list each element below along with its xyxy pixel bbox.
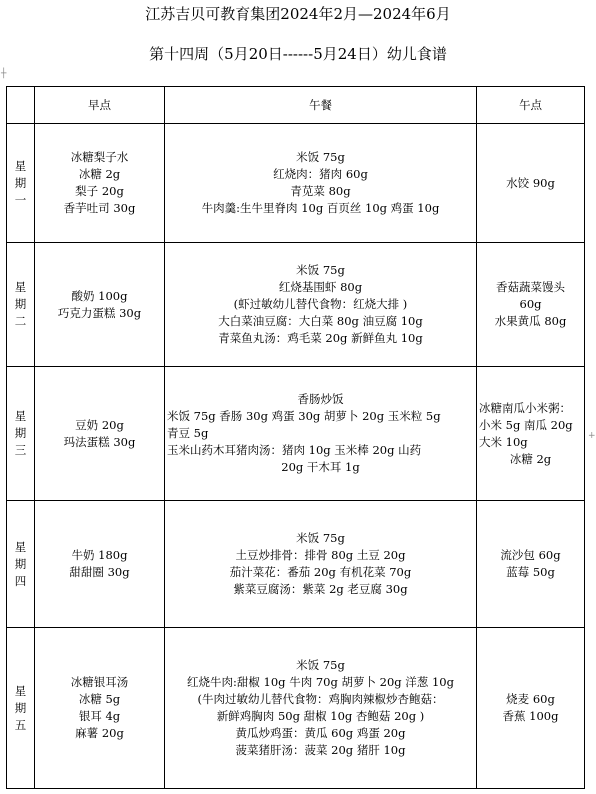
- breakfast-line: 冰糖 2g: [78, 167, 121, 181]
- lunch-cell: [165, 124, 477, 243]
- lunch-line: 土豆炒排骨：排骨 80g 土豆 20g: [235, 548, 406, 562]
- lunch-line: 青豆 5g: [167, 426, 209, 440]
- lunch-cell: [165, 367, 477, 501]
- day-label: 星期四: [14, 539, 27, 588]
- snack-line: 蓝莓 50g: [506, 565, 555, 579]
- breakfast-line: 梨子 20g: [75, 184, 124, 198]
- breakfast-line: 牛奶 180g: [71, 548, 128, 562]
- lunch-line: 米饭 75g 香肠 30g 鸡蛋 30g 胡萝卜 20g 玉米粒 5g: [167, 409, 441, 423]
- snack-cell: [477, 501, 585, 628]
- snack-line: 香蕉 100g: [502, 709, 559, 723]
- row-resize-handle-icon[interactable]: +: [588, 431, 596, 441]
- breakfast-cell: [35, 628, 165, 789]
- breakfast-line: 冰糖 5g: [78, 692, 121, 706]
- title-line-1: 江苏吉贝可教育集团2024年2月—2024年6月: [145, 5, 451, 23]
- breakfast-line: 冰糖梨子水: [70, 150, 129, 164]
- snack-line: 冰糖南瓜小米粥：小米 5g 南瓜 20g 大米 10g: [479, 400, 573, 449]
- day-label: 星期三: [14, 409, 27, 457]
- header-breakfast: 早点: [35, 87, 165, 124]
- breakfast-line: 巧克力蛋糕 30g: [57, 305, 142, 320]
- lunch-cell: [165, 243, 477, 367]
- snack-line: 水果黄瓜 80g: [494, 314, 567, 328]
- breakfast-cell: [35, 124, 165, 243]
- lunch-line: 茄汁菜花：番茄 20g 有机花菜 70g: [229, 565, 412, 579]
- snack-line: 冰糖 2g: [509, 451, 552, 466]
- menu-table: [6, 86, 585, 789]
- breakfast-line: 甜甜圈 30g: [69, 565, 130, 579]
- lunch-line: 青苋菜 80g: [290, 184, 351, 198]
- day-label: 星期五: [14, 683, 27, 732]
- day-cell: [7, 243, 35, 367]
- lunch-line: (牛肉过敏幼儿替代食物：鸡胸肉辣椒炒杏鲍菇：: [197, 692, 444, 706]
- lunch-cell: [165, 501, 477, 628]
- lunch-line: 米饭 75g: [296, 150, 345, 164]
- table-row: [7, 628, 585, 789]
- lunch-line: 新鲜鸡胸肉 50g 甜椒 10g 杏鲍菇 20g ): [216, 709, 425, 723]
- snack-cell: [477, 367, 585, 501]
- day-cell: [7, 124, 35, 243]
- breakfast-line: 冰糖银耳汤: [70, 675, 129, 689]
- breakfast-cell: [35, 243, 165, 367]
- snack-cell: [477, 243, 585, 367]
- lunch-line: 红烧基围虾 80g: [278, 280, 363, 294]
- lunch-line: 香肠炒饭: [297, 392, 344, 406]
- lunch-line: 菠菜猪肝汤：菠菜 20g 猪肝 10g: [235, 743, 406, 757]
- day-cell: [7, 628, 35, 789]
- lunch-cell: [165, 628, 477, 789]
- breakfast-line: 麻薯 20g: [75, 726, 124, 740]
- header-row: [7, 87, 585, 124]
- header-lunch: 午餐: [165, 87, 477, 124]
- lunch-line: 红烧牛肉:甜椒 10g 牛肉 70g 胡萝卜 20g 洋葱 10g: [187, 675, 454, 689]
- day-label: 星期二: [14, 280, 27, 328]
- snack-line: 60g: [519, 297, 542, 311]
- snack-line: 流沙包 60g: [500, 548, 561, 562]
- lunch-line: 紫菜豆腐汤：紫菜 2g 老豆腐 30g: [233, 582, 408, 596]
- header-day: [7, 87, 35, 124]
- breakfast-line: 银耳 4g: [78, 709, 121, 723]
- snack-line: 烧麦 60g: [506, 692, 555, 706]
- lunch-line: (虾过敏幼儿替代食物：红烧大排 ): [233, 297, 408, 311]
- breakfast-cell: [35, 367, 165, 501]
- table-row: [7, 367, 585, 501]
- table-row: [7, 124, 585, 243]
- snack-cell: [477, 124, 585, 243]
- day-label: 星期一: [14, 158, 27, 207]
- day-cell: [7, 501, 35, 628]
- snack-line: 水饺 90g: [506, 175, 555, 190]
- table-row: [7, 243, 585, 367]
- lunch-line: 牛肉羹:生牛里脊肉 10g 百页丝 10g 鸡蛋 10g: [201, 201, 440, 215]
- breakfast-line: 豆奶 20g: [75, 417, 124, 432]
- breakfast-line: 玛法蛋糕 30g: [63, 434, 136, 449]
- breakfast-line: 酸奶 100g: [71, 288, 128, 303]
- header-snack: 午点: [477, 87, 585, 124]
- lunch-line: 大白菜油豆腐：大白菜 80g 油豆腐 10g: [218, 314, 423, 328]
- table-move-handle-icon[interactable]: ┼: [1, 69, 7, 79]
- snack-line: 香菇蔬菜馒头: [496, 280, 565, 294]
- lunch-line: 青菜鱼丸汤：鸡毛菜 20g 新鲜鱼丸 10g: [218, 331, 423, 345]
- lunch-line: 米饭 75g: [296, 658, 345, 672]
- lunch-line: 米饭 75g: [296, 531, 345, 545]
- breakfast-cell: [35, 501, 165, 628]
- lunch-line: 黄瓜炒鸡蛋：黄瓜 60g 鸡蛋 20g: [235, 726, 406, 740]
- snack-cell: [477, 628, 585, 789]
- lunch-line: 20g 干木耳 1g: [281, 460, 360, 474]
- day-cell: [7, 367, 35, 501]
- lunch-line: 红烧肉：猪肉 60g: [273, 167, 368, 181]
- lunch-line: 玉米山药木耳猪肉汤：猪肉 10g 玉米棒 20g 山药: [167, 443, 422, 457]
- table-row: [7, 501, 585, 628]
- title-line-2: 第十四周（5月20日------5月24日）幼儿食谱: [149, 45, 447, 63]
- breakfast-line: 香芋吐司 30g: [63, 201, 136, 215]
- lunch-line: 米饭 75g: [296, 263, 345, 277]
